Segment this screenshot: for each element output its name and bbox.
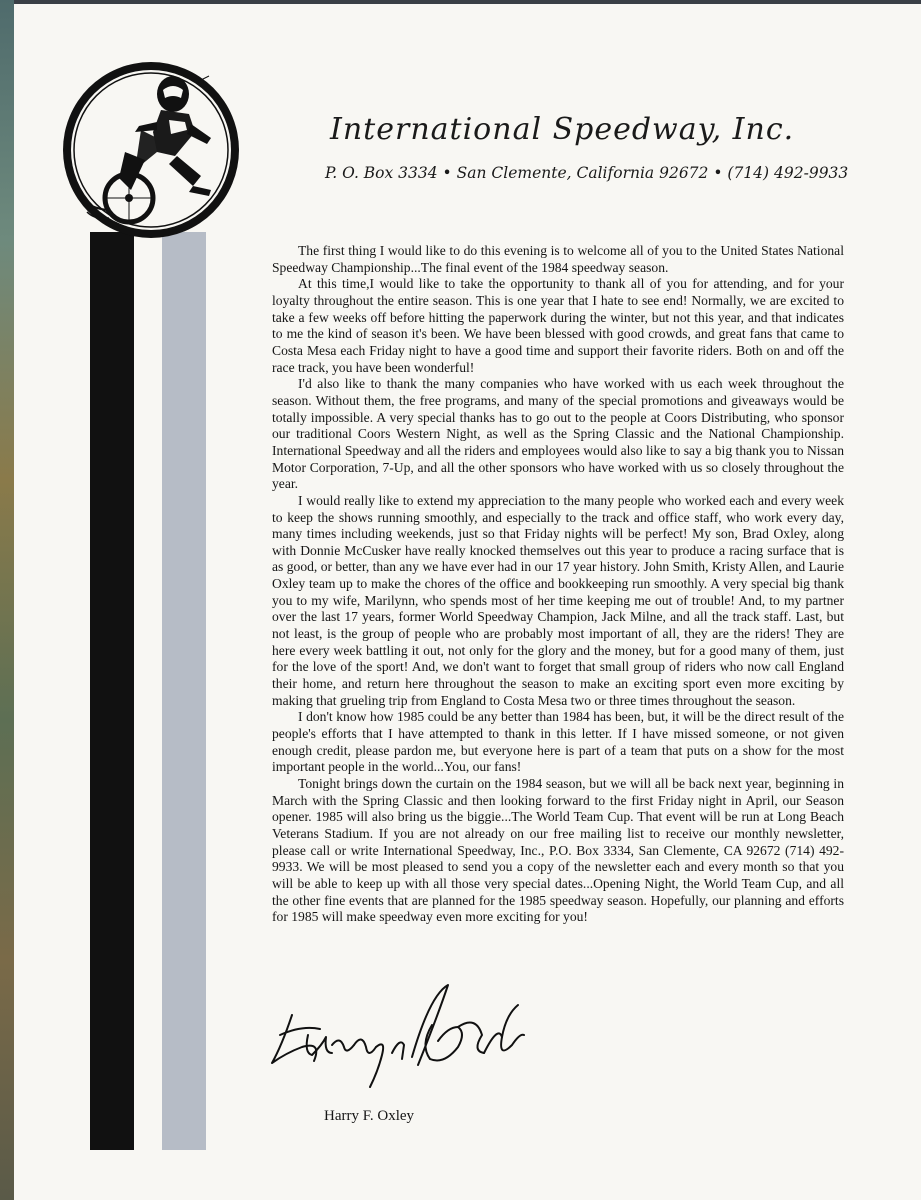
letter-paragraph: At this time,I would like to take the opportunity to thank all of you for attending, and for your loyalty throughout the entire season. This is one year that I hate to see end! Normally, we are excited to take a few weeks off before hitting the paperwork during the winter, but not this year, and that indicates to me the kind of season it's been. We have been blessed with good crowds, and great fans that came to Costa Mesa each Friday night to have a good time and support their favorite riders. Both on and off the race track, you have been wonderful!	[272, 276, 844, 375]
speedway-rider-emblem-icon	[61, 60, 241, 240]
letter-paragraph: I don't know how 1985 could be any better than 1984 has been, but, it will be the direct result of the people's efforts that I have attempted to thank in this letter. If I have missed someone, or not given enough credit, please pardon me, but everyone here is part of a team that puts on a show for the most important people in the world...You, our fans!	[272, 709, 844, 775]
letter-paragraph: I would really like to extend my appreciation to the many people who worked each and every week to keep the shows running smoothly, and especially to the track and office staff, who work every day, many times including weekends, just so that Friday nights will be perfect! My son, Brad Oxley, along with Donnie McCusker have really knocked themselves out this year to produce a racing surface that is as good, or better, than any we have ever had in our 17 year history. John Smith, Kristy Allen, and Laurie Oxley team up to make the chores of the office and bookkeeping run smoothly. A very special big thank you to my wife, Marilynn, who spends most of her time keeping me out of trouble! And, to my partner over the last 17 years, former World Speedway Champion, Jack Milne, and all the track staff. Last, but not least, is the group of people who are probably most important of all, they are the riders! They are here every week battling it out, not only for the glory and the money, but for a good many of them, just for the love of the sport! And, we don't want to forget that small group of riders who now call England their home, and return here throughout the season to make an exciting sport even more exciting by making that grueling trip from England to Costa Mesa two or three times throughout the season.	[272, 492, 845, 708]
letter-paragraph: Tonight brings down the curtain on the 1984 season, but we will all be back next year, beginning in March with the Spring Classic and then looking forward to the first Friday night in April, our Season opener. 1985 will also bring us the biggie...The World Team Cup. That event will be run at Long Beach Veterans Stadium. If you are not already on our free mailing list to receive our monthly newsletter, please call or write International Speedway, Inc., P.O. Box 3334, San Clemente, CA 92672 (714) 492-9933. We will be most pleased to send you a copy of the newsletter each and every month so that you will be able to keep up with all those very special dates...Opening Night, the World Team Cup, and all the other fine events that are planned for the 1985 speedway season. Hopefully, our planning and efforts for 1985 will make speedway even more exciting for you!	[272, 776, 844, 925]
grey-stripe	[162, 232, 206, 1150]
handwritten-signature	[262, 975, 532, 1095]
letter-paragraph: The first thing I would like to do this evening is to welcome all of you to the United States National Speedway Championship...The final event of the 1984 speedway season.	[272, 243, 844, 275]
company-name: International Speedway, Inc.	[330, 112, 795, 147]
company-address: P. O. Box 3334 • San Clemente, California 92672 • (714) 492-9933	[325, 164, 849, 182]
page-edge-strip	[0, 0, 14, 1200]
signer-name: Harry F. Oxley	[324, 1108, 415, 1124]
letter-paragraph: I'd also like to thank the many companies who have worked with us each week throughout the season. Without them, the free programs, and many of the special promotions and giveaways would be totally impossible. A very special thanks has to go out to the people at Coors Distributing, who sponsor our traditional Coors Western Night, as well as the Spring Classic and the National Championship. International Speedway and all the riders and employees would also like to say a big thank you to Nissan Motor Corporation, 7-Up, and all the other sponsors who have worked with us so closely throughout the year.	[272, 376, 844, 492]
black-stripe	[90, 232, 134, 1150]
letter-body	[272, 243, 844, 926]
